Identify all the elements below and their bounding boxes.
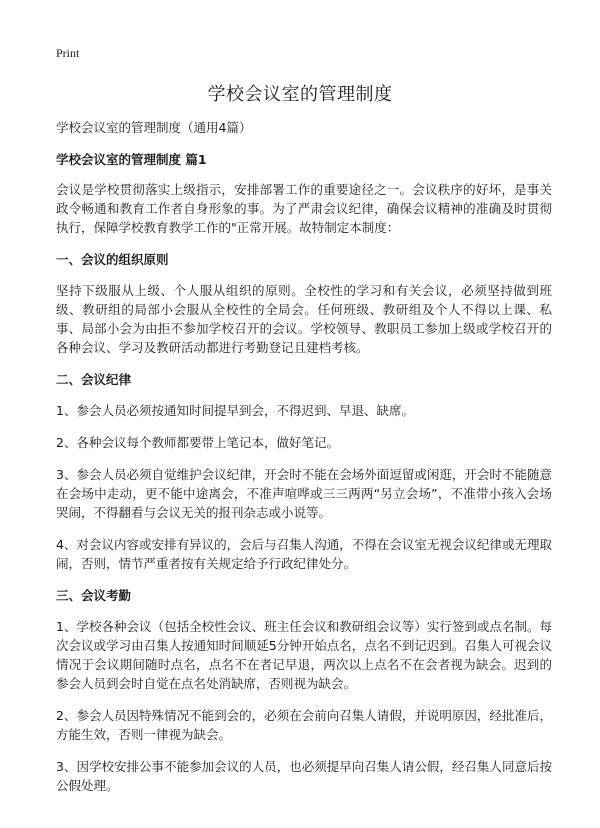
section-heading-discipline: 二、会议纪律	[56, 372, 132, 387]
paragraph: 1、学校各种会议（包括全校性会议、班主任会议和教研组会议等）实行签到或点名制。每次会议或学习由召集人按通知时间顺延5分钟开始点名，点名不到记迟到。召集人可视会议情况于会议期间随时点名，点名不在者记早退，两次以上点名不在会者视为缺会。迟到的参会人员到会时自觉在点名处消缺席，否则视为缺会。	[56, 619, 552, 691]
print-link[interactable]: Print	[56, 46, 80, 60]
paragraph: 4、对会议内容或安排有异议的，会后与召集人沟通，不得在会议室无视会议纪律或无理取闹，否则，情节严重者按有关规定给予行政纪律处分。	[56, 537, 552, 571]
paragraph: 2、参会人员因特殊情况不能到会的，必须在会前向召集人请假，并说明原因，经批准后，方能生效，否则一律视为缺会。	[56, 708, 552, 742]
section-heading-attendance: 三、会议考勤	[56, 588, 132, 603]
paragraph: 1、参会人员必须按通知时间提早到会，不得迟到、早退、缺席。	[56, 403, 414, 418]
document-body	[56, 118, 552, 808]
section-heading-organization: 一、会议的组织原则	[56, 252, 169, 267]
page-title: 学校会议室的管理制度	[207, 84, 393, 105]
document-subtitle: 学校会议室的管理制度（通用4篇）	[56, 120, 252, 135]
paragraph: 2、各种会议每个教师都要带上笔记本，做好笔记。	[56, 435, 339, 450]
paragraph: 3、参会人员必须自觉维护会议纪律，开会时不能在会场外面逗留或闲逛，开会时不能随意在会场中走动，更不能中途离会，不准声喧哗或三三两两“另立会场”，不准带小孩入会场哭闹，不得翻看与会议无关的报刊杂志或小说等。	[56, 467, 552, 520]
section-title: 学校会议室的管理制度 篇1	[56, 152, 207, 167]
paragraph: 坚持下级服从上级、个人服从组织的原则。全校性的学习和有关会议，必须坚持做到班级、教研组的局部小会服从全校性的全局会。任何班级、教研组及个人不得以上课、私事、局部小会为由拒不参加学校召开的会议。学校领导、教职员工参加上级或学校召开的各种会议、学习及教研活动都进行考勤登记且建档考核。	[56, 283, 552, 355]
paragraph: 3、因学校安排公事不能参加会议的人员，也必须提早向召集人请公假，经召集人同意后按公假处理。	[56, 759, 552, 793]
intro-paragraph: 会议是学校贯彻落实上级指示，安排部署工作的重要途径之一。会议秩序的好坏，是事关政令畅通和教育工作者自身形象的事。为了严肃会议纪律，确保会议精神的准确及时贯彻执行，保障学校教育教学工作的"正常开展。故特制定本制度：	[56, 182, 552, 235]
